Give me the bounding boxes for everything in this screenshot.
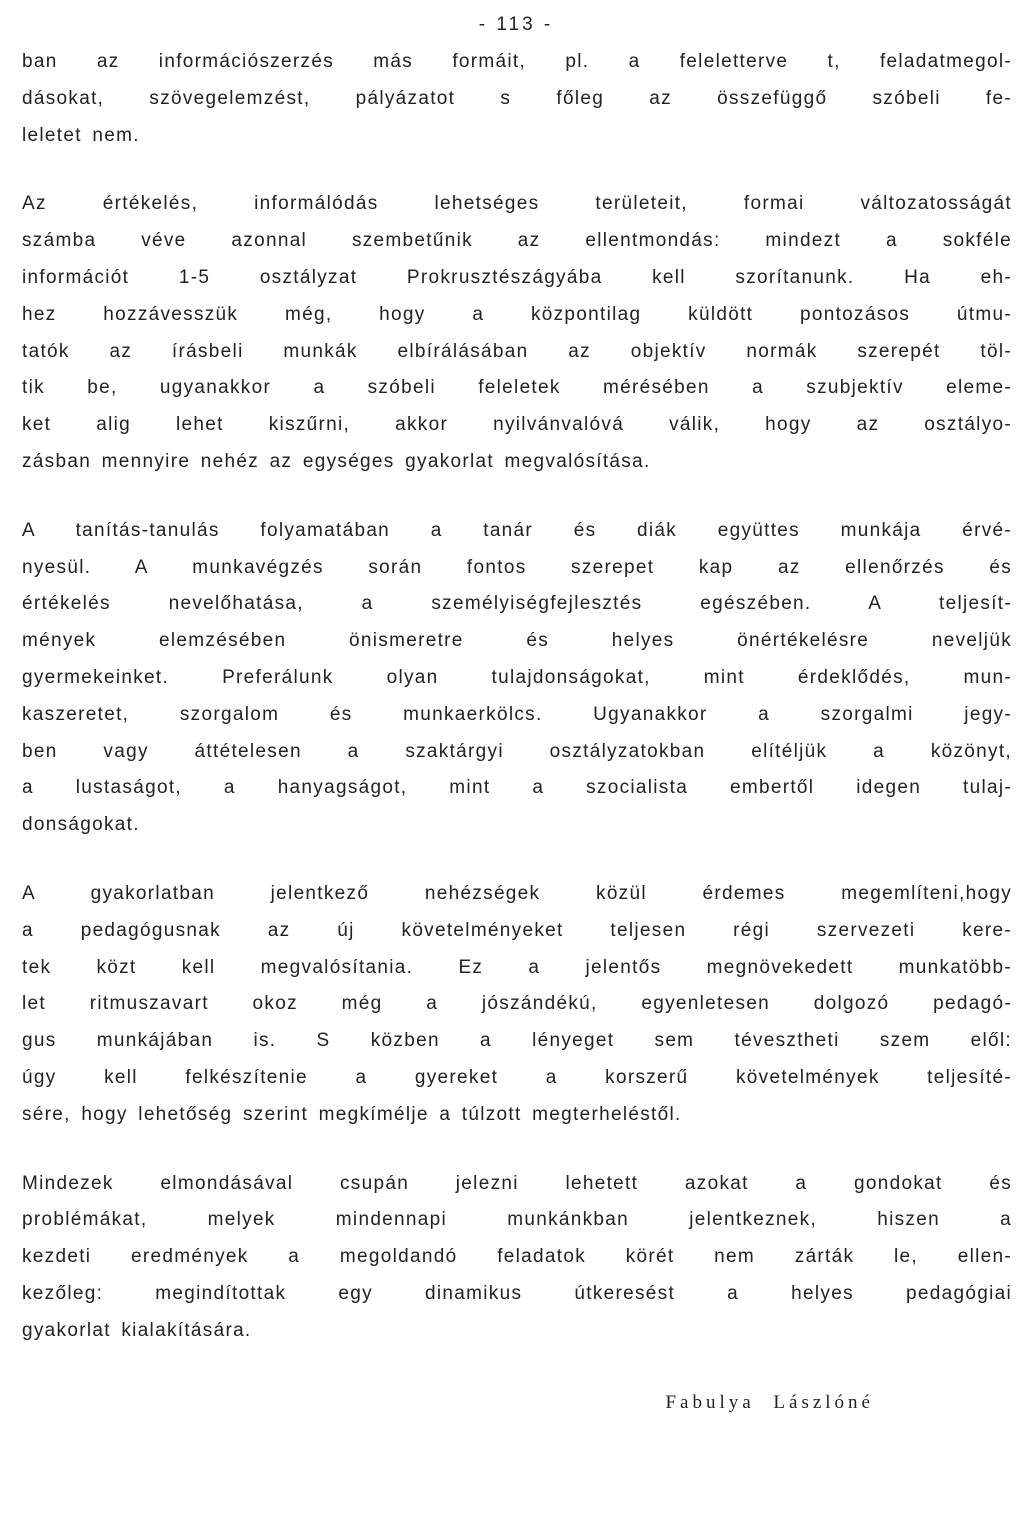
page-number: - 113 - — [478, 14, 554, 35]
text-line: Mindezek elmondásával csupán jelezni lehetett azokat a gondokat és — [22, 1172, 1012, 1194]
paragraph-5 — [22, 1166, 1010, 1350]
text-line: gyakorlat kialakítására. — [22, 1319, 252, 1341]
text-line: értékelés nevelőhatása, a személyiségfejlesztés egészében. A teljesít- — [22, 593, 1012, 615]
paragraph-gap — [22, 1134, 1010, 1166]
paragraph-gap — [22, 481, 1010, 513]
text-line: gus munkájában is. S közben a lényeget sem tévesztheti szem elől: — [22, 1030, 1012, 1052]
text-line: úgy kell felkészítenie a gyereket a korszerű követelmények teljesíté- — [22, 1066, 1012, 1088]
text-line: mények elemzésében önismeretre és helyes önértékelésre neveljük — [22, 630, 1012, 652]
text-line: zásban mennyire nehéz az egységes gyakorlat megvalósítása. — [22, 450, 651, 472]
text-line: let ritmuszavart okoz még a jószándékú, egyenletesen dolgozó pedagó- — [22, 993, 1012, 1015]
text-line: Az értékelés, informálódás lehetséges területeit, formai változatosságát — [22, 193, 1012, 215]
text-line: A gyakorlatban jelentkező nehézségek közül érdemes megemlíteni,hogy — [22, 882, 1012, 904]
text-line: nyesül. A munkavégzés során fontos szerepet kap az ellenőrzés és — [22, 556, 1012, 578]
paragraph-2 — [22, 186, 1010, 480]
text-line: dásokat, szövegelemzést, pályázatot s főleg az összefüggő szóbeli fe- — [22, 87, 1012, 109]
text-line: leletet nem. — [22, 124, 140, 146]
paragraph-1 — [22, 44, 1010, 154]
paragraph-gap — [22, 154, 1010, 186]
text-line: ket alig lehet kiszűrni, akkor nyilvánvalóvá válik, hogy az osztályo- — [22, 414, 1012, 436]
text-line: problémákat, melyek mindennapi munkánkban jelentkeznek, hiszen a — [22, 1209, 1012, 1231]
text-line: információt 1-5 osztályzat Prokrusztészágyába kell szorítanunk. Ha eh- — [22, 266, 1012, 288]
text-line: sére, hogy lehetőség szerint megkímélje a túlzott megterheléstől. — [22, 1103, 682, 1125]
text-line: hez hozzávesszük még, hogy a központilag küldött pontozásos útmu- — [22, 303, 1012, 325]
text-line: tatók az írásbeli munkák elbírálásában az objektív normák szerepét töl- — [22, 340, 1012, 362]
text-line: a lustaságot, a hanyagságot, mint a szocialista embertől idegen tulaj- — [22, 777, 1012, 799]
paragraph-gap — [22, 844, 1010, 876]
text-line: ban az információszerzés más formáit, pl. a feleletterve t, feladatmegol- — [22, 51, 1012, 72]
author-signature: Fabulya Lászlóné — [665, 1391, 874, 1413]
text-line: tik be, ugyanakkor a szóbeli feleletek mérésében a szubjektív eleme- — [22, 377, 1012, 399]
paragraph-3 — [22, 513, 1010, 844]
text-line: tek közt kell megvalósítania. Ez a jelentős megnövekedett munkatöbb- — [22, 956, 1012, 978]
text-line: kezdeti eredmények a megoldandó feladatok körét nem zárták le, ellen- — [22, 1246, 1012, 1268]
text-line: A tanítás-tanulás folyamatában a tanár és diák együttes munkája érvé- — [22, 519, 1012, 541]
text-line: gyermekeinket. Preferálunk olyan tulajdonságokat, mint érdeklődés, mun- — [22, 666, 1012, 688]
paragraph-4 — [22, 876, 1010, 1134]
text-line: számba véve azonnal szembetűnik az ellentmondás: mindezt a sokféle — [22, 230, 1012, 252]
text-line: ben vagy áttételesen a szaktárgyi osztályzatokban elítéljük a közönyt, — [22, 740, 1012, 762]
text-line: a pedagógusnak az új követelményeket teljesen régi szervezeti kere- — [22, 919, 1012, 941]
text-line: kaszeretet, szorgalom és munkaerkölcs. Ugyanakkor a szorgalmi jegy- — [22, 703, 1012, 725]
text-line: kezőleg: megindítottak egy dinamikus útkeresést a helyes pedagógiai — [22, 1282, 1012, 1304]
text-line: donságokat. — [22, 814, 140, 836]
